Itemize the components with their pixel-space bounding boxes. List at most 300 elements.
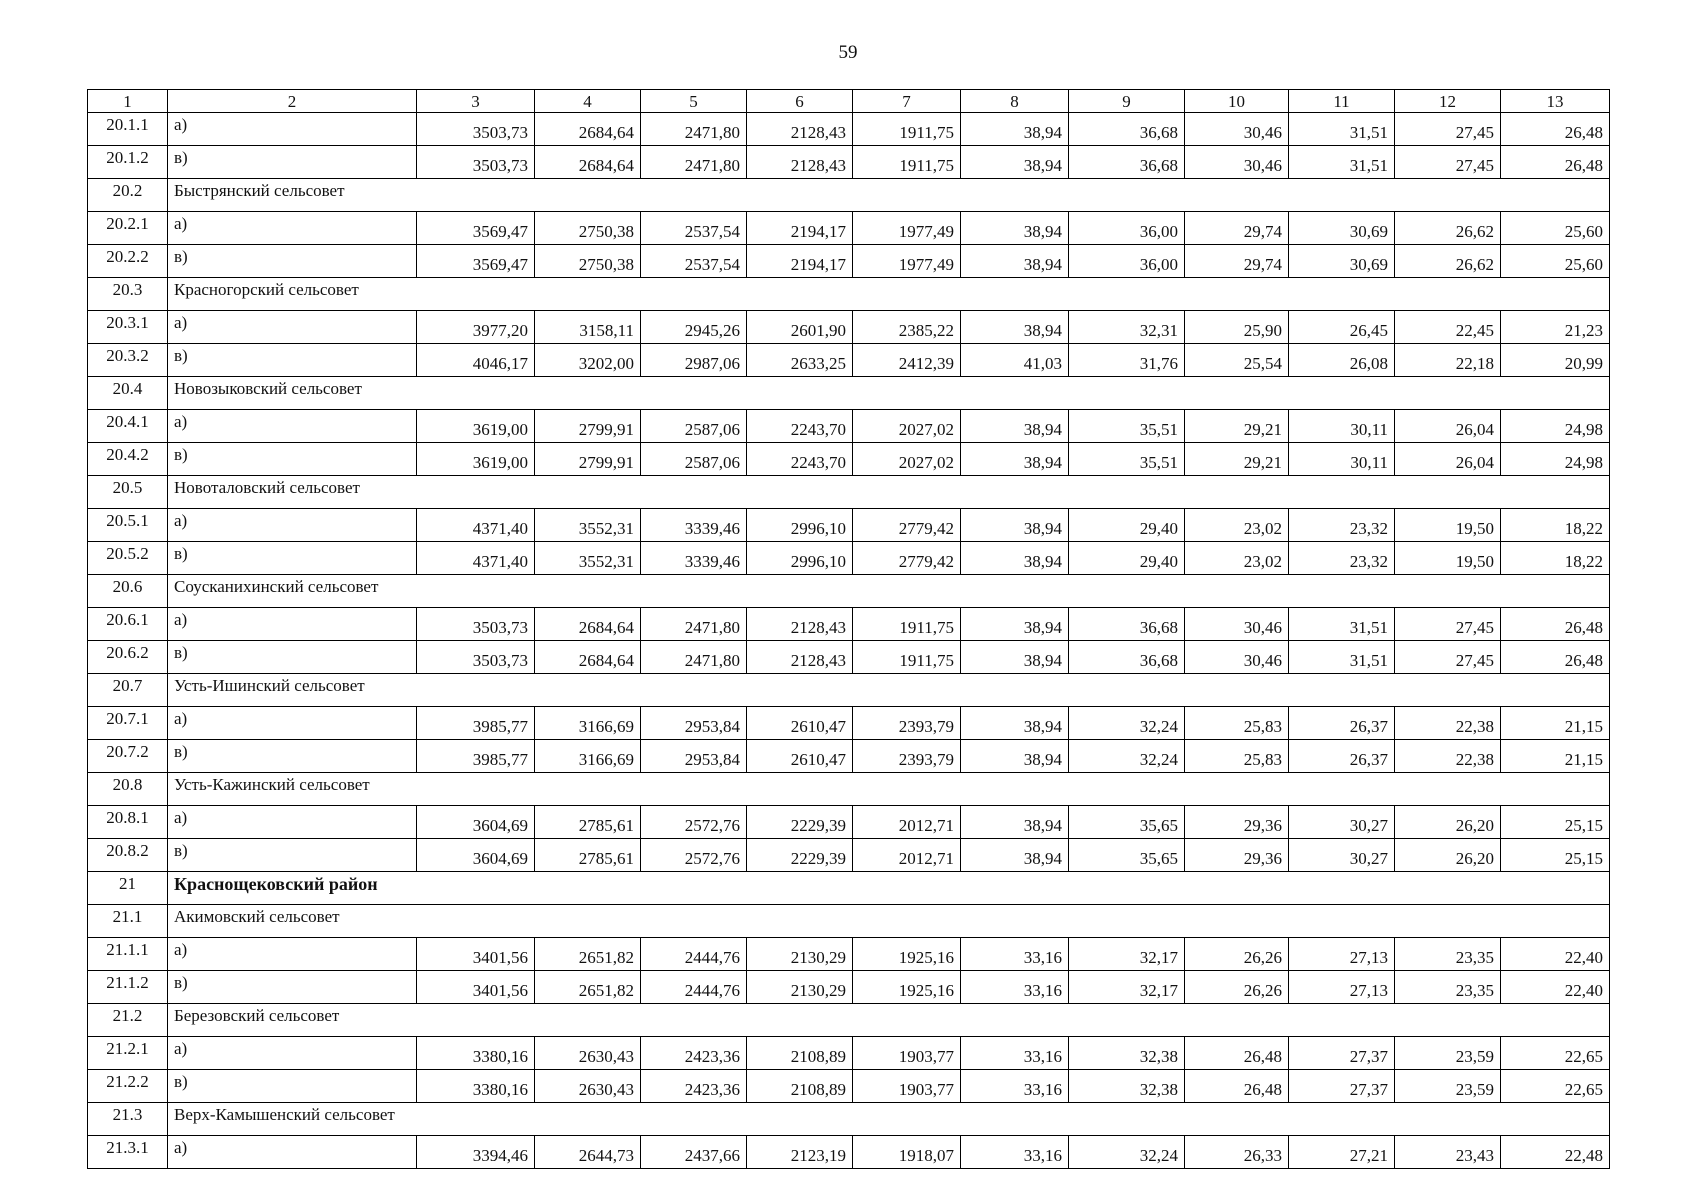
section-title: Усть-Ишинский сельсовет (168, 674, 1610, 707)
value-cell: 32,38 (1069, 1070, 1185, 1103)
value-cell: 1918,07 (853, 1136, 961, 1169)
value-cell: 2243,70 (747, 410, 853, 443)
value-cell: 23,02 (1185, 542, 1289, 575)
row-code: 21.1 (88, 905, 168, 938)
value-cell: 26,37 (1289, 707, 1395, 740)
value-cell: 19,50 (1395, 542, 1501, 575)
value-cell: 2012,71 (853, 806, 961, 839)
value-cell: 32,24 (1069, 1136, 1185, 1169)
value-cell: 2945,26 (641, 311, 747, 344)
value-cell: 2194,17 (747, 212, 853, 245)
row-code: 20.7.1 (88, 707, 168, 740)
row-label: в) (168, 641, 417, 674)
value-cell: 26,08 (1289, 344, 1395, 377)
value-cell: 2987,06 (641, 344, 747, 377)
value-cell: 3503,73 (417, 608, 535, 641)
row-code: 20.6.2 (88, 641, 168, 674)
table-row (88, 212, 1610, 245)
value-cell: 2610,47 (747, 707, 853, 740)
value-cell: 3985,77 (417, 740, 535, 773)
value-cell: 3619,00 (417, 443, 535, 476)
value-cell: 26,20 (1395, 839, 1501, 872)
value-cell: 38,94 (961, 608, 1069, 641)
row-code: 21.2.2 (88, 1070, 168, 1103)
row-label: а) (168, 938, 417, 971)
row-label: в) (168, 740, 417, 773)
value-cell: 27,45 (1395, 641, 1501, 674)
value-cell: 3401,56 (417, 938, 535, 971)
value-cell: 26,48 (1501, 608, 1610, 641)
row-label: а) (168, 410, 417, 443)
row-label: в) (168, 542, 417, 575)
value-cell: 29,74 (1185, 245, 1289, 278)
value-cell: 38,94 (961, 641, 1069, 674)
value-cell: 2799,91 (535, 410, 641, 443)
section-title: Верх-Камышенский сельсовет (168, 1103, 1610, 1136)
column-header: 7 (853, 90, 961, 113)
value-cell: 23,32 (1289, 542, 1395, 575)
value-cell: 30,69 (1289, 212, 1395, 245)
value-cell: 2953,84 (641, 707, 747, 740)
value-cell: 2953,84 (641, 740, 747, 773)
table-row (88, 443, 1610, 476)
value-cell: 35,51 (1069, 410, 1185, 443)
section-title: Новозыковский сельсовет (168, 377, 1610, 410)
table-row (88, 740, 1610, 773)
value-cell: 2471,80 (641, 113, 747, 146)
row-code: 20.4 (88, 377, 168, 410)
value-cell: 38,94 (961, 311, 1069, 344)
table-row (88, 410, 1610, 443)
value-cell: 27,21 (1289, 1136, 1395, 1169)
section-row (88, 1004, 1610, 1037)
value-cell: 2779,42 (853, 509, 961, 542)
table-row (88, 1037, 1610, 1070)
table-row (88, 1136, 1610, 1169)
row-code: 20.1.2 (88, 146, 168, 179)
value-cell: 2684,64 (535, 641, 641, 674)
row-code: 20.8 (88, 773, 168, 806)
value-cell: 3503,73 (417, 641, 535, 674)
table-row (88, 245, 1610, 278)
table-row (88, 509, 1610, 542)
value-cell: 2012,71 (853, 839, 961, 872)
value-cell: 30,11 (1289, 443, 1395, 476)
row-code: 21.1.1 (88, 938, 168, 971)
table-row (88, 971, 1610, 1004)
table-row (88, 938, 1610, 971)
row-code: 20.2.1 (88, 212, 168, 245)
table-row (88, 311, 1610, 344)
value-cell: 2572,76 (641, 806, 747, 839)
value-cell: 2630,43 (535, 1037, 641, 1070)
value-cell: 3166,69 (535, 707, 641, 740)
value-cell: 38,94 (961, 410, 1069, 443)
value-cell: 2229,39 (747, 806, 853, 839)
value-cell: 31,51 (1289, 113, 1395, 146)
value-cell: 26,26 (1185, 971, 1289, 1004)
value-cell: 26,04 (1395, 410, 1501, 443)
value-cell: 32,38 (1069, 1037, 1185, 1070)
table-row (88, 113, 1610, 146)
value-cell: 3380,16 (417, 1037, 535, 1070)
value-cell: 30,46 (1185, 608, 1289, 641)
value-cell: 4371,40 (417, 542, 535, 575)
value-cell: 2130,29 (747, 938, 853, 971)
value-cell: 2423,36 (641, 1037, 747, 1070)
value-cell: 38,94 (961, 509, 1069, 542)
value-cell: 26,37 (1289, 740, 1395, 773)
section-title: Новоталовский сельсовет (168, 476, 1610, 509)
value-cell: 33,16 (961, 1136, 1069, 1169)
value-cell: 38,94 (961, 839, 1069, 872)
row-code: 20.6.1 (88, 608, 168, 641)
value-cell: 3552,31 (535, 509, 641, 542)
value-cell: 23,59 (1395, 1037, 1501, 1070)
value-cell: 1925,16 (853, 938, 961, 971)
row-label: а) (168, 1136, 417, 1169)
table-row (88, 839, 1610, 872)
row-code: 21.2.1 (88, 1037, 168, 1070)
value-cell: 24,98 (1501, 443, 1610, 476)
value-cell: 31,76 (1069, 344, 1185, 377)
value-cell: 2437,66 (641, 1136, 747, 1169)
value-cell: 38,94 (961, 212, 1069, 245)
value-cell: 32,31 (1069, 311, 1185, 344)
value-cell: 2444,76 (641, 971, 747, 1004)
section-title: Усть-Кажинский сельсовет (168, 773, 1610, 806)
row-code: 20.5.1 (88, 509, 168, 542)
value-cell: 21,23 (1501, 311, 1610, 344)
value-cell: 25,60 (1501, 245, 1610, 278)
value-cell: 29,40 (1069, 509, 1185, 542)
value-cell: 30,27 (1289, 839, 1395, 872)
value-cell: 2471,80 (641, 608, 747, 641)
column-header: 11 (1289, 90, 1395, 113)
row-label: а) (168, 311, 417, 344)
value-cell: 3401,56 (417, 971, 535, 1004)
column-header: 8 (961, 90, 1069, 113)
page-number: 59 (838, 42, 858, 63)
row-code: 21.1.2 (88, 971, 168, 1004)
row-label: в) (168, 344, 417, 377)
row-code: 20.3.2 (88, 344, 168, 377)
value-cell: 2471,80 (641, 641, 747, 674)
value-cell: 2601,90 (747, 311, 853, 344)
value-cell: 22,40 (1501, 938, 1610, 971)
value-cell: 26,33 (1185, 1136, 1289, 1169)
value-cell: 26,20 (1395, 806, 1501, 839)
value-cell: 2393,79 (853, 740, 961, 773)
row-code: 20.3 (88, 278, 168, 311)
value-cell: 3339,46 (641, 542, 747, 575)
value-cell: 2610,47 (747, 740, 853, 773)
value-cell: 27,37 (1289, 1037, 1395, 1070)
value-cell: 2537,54 (641, 245, 747, 278)
value-cell: 3604,69 (417, 806, 535, 839)
value-cell: 2130,29 (747, 971, 853, 1004)
value-cell: 2684,64 (535, 608, 641, 641)
table-row (88, 806, 1610, 839)
value-cell: 29,36 (1185, 806, 1289, 839)
value-cell: 22,48 (1501, 1136, 1610, 1169)
row-code: 20.4.2 (88, 443, 168, 476)
value-cell: 26,48 (1185, 1037, 1289, 1070)
value-cell: 1903,77 (853, 1037, 961, 1070)
value-cell: 2785,61 (535, 806, 641, 839)
value-cell: 3503,73 (417, 146, 535, 179)
value-cell: 24,98 (1501, 410, 1610, 443)
value-cell: 22,38 (1395, 740, 1501, 773)
value-cell: 25,15 (1501, 806, 1610, 839)
value-cell: 2684,64 (535, 146, 641, 179)
value-cell: 38,94 (961, 542, 1069, 575)
row-label: а) (168, 806, 417, 839)
value-cell: 36,68 (1069, 641, 1185, 674)
value-cell: 33,16 (961, 1037, 1069, 1070)
value-cell: 32,17 (1069, 938, 1185, 971)
column-header: 3 (417, 90, 535, 113)
value-cell: 2537,54 (641, 212, 747, 245)
value-cell: 19,50 (1395, 509, 1501, 542)
value-cell: 27,45 (1395, 113, 1501, 146)
value-cell: 2423,36 (641, 1070, 747, 1103)
value-cell: 2385,22 (853, 311, 961, 344)
value-cell: 3604,69 (417, 839, 535, 872)
value-cell: 2108,89 (747, 1070, 853, 1103)
value-cell: 22,38 (1395, 707, 1501, 740)
row-code: 21.3.1 (88, 1136, 168, 1169)
row-label: в) (168, 1070, 417, 1103)
value-cell: 1977,49 (853, 212, 961, 245)
value-cell: 1911,75 (853, 641, 961, 674)
table-body (88, 90, 1610, 1169)
value-cell: 35,51 (1069, 443, 1185, 476)
value-cell: 2128,43 (747, 608, 853, 641)
row-code: 20.2 (88, 179, 168, 212)
value-cell: 1911,75 (853, 113, 961, 146)
value-cell: 31,51 (1289, 608, 1395, 641)
value-cell: 22,65 (1501, 1037, 1610, 1070)
value-cell: 23,59 (1395, 1070, 1501, 1103)
table-row (88, 608, 1610, 641)
value-cell: 32,24 (1069, 740, 1185, 773)
value-cell: 36,68 (1069, 146, 1185, 179)
row-code: 20.1.1 (88, 113, 168, 146)
value-cell: 27,37 (1289, 1070, 1395, 1103)
value-cell: 30,46 (1185, 146, 1289, 179)
value-cell: 25,54 (1185, 344, 1289, 377)
column-header: 5 (641, 90, 747, 113)
section-row (88, 476, 1610, 509)
section-title: Акимовский сельсовет (168, 905, 1610, 938)
row-code: 20.3.1 (88, 311, 168, 344)
value-cell: 27,45 (1395, 608, 1501, 641)
value-cell: 2750,38 (535, 212, 641, 245)
value-cell: 26,62 (1395, 212, 1501, 245)
value-cell: 30,69 (1289, 245, 1395, 278)
row-code: 20.2.2 (88, 245, 168, 278)
value-cell: 30,11 (1289, 410, 1395, 443)
value-cell: 38,94 (961, 806, 1069, 839)
table-row (88, 641, 1610, 674)
value-cell: 2123,19 (747, 1136, 853, 1169)
value-cell: 26,48 (1501, 641, 1610, 674)
value-cell: 2651,82 (535, 971, 641, 1004)
row-label: в) (168, 245, 417, 278)
value-cell: 2128,43 (747, 113, 853, 146)
data-table (87, 89, 1610, 1169)
value-cell: 26,62 (1395, 245, 1501, 278)
value-cell: 18,22 (1501, 509, 1610, 542)
value-cell: 23,35 (1395, 971, 1501, 1004)
section-title: Быстрянский сельсовет (168, 179, 1610, 212)
value-cell: 1925,16 (853, 971, 961, 1004)
value-cell: 2027,02 (853, 443, 961, 476)
value-cell: 26,26 (1185, 938, 1289, 971)
value-cell: 3380,16 (417, 1070, 535, 1103)
value-cell: 2393,79 (853, 707, 961, 740)
column-header: 12 (1395, 90, 1501, 113)
value-cell: 3985,77 (417, 707, 535, 740)
value-cell: 36,68 (1069, 608, 1185, 641)
row-label: а) (168, 707, 417, 740)
value-cell: 22,40 (1501, 971, 1610, 1004)
table-row (88, 542, 1610, 575)
value-cell: 32,17 (1069, 971, 1185, 1004)
value-cell: 2750,38 (535, 245, 641, 278)
value-cell: 36,00 (1069, 245, 1185, 278)
value-cell: 30,27 (1289, 806, 1395, 839)
row-code: 20.5 (88, 476, 168, 509)
value-cell: 2108,89 (747, 1037, 853, 1070)
table-row (88, 146, 1610, 179)
value-cell: 31,51 (1289, 641, 1395, 674)
row-code: 20.8.1 (88, 806, 168, 839)
value-cell: 2996,10 (747, 509, 853, 542)
value-cell: 25,83 (1185, 740, 1289, 773)
row-code: 20.4.1 (88, 410, 168, 443)
value-cell: 36,00 (1069, 212, 1185, 245)
value-cell: 26,48 (1185, 1070, 1289, 1103)
value-cell: 2128,43 (747, 641, 853, 674)
value-cell: 35,65 (1069, 806, 1185, 839)
value-cell: 2572,76 (641, 839, 747, 872)
value-cell: 3166,69 (535, 740, 641, 773)
value-cell: 2644,73 (535, 1136, 641, 1169)
value-cell: 25,90 (1185, 311, 1289, 344)
section-title: Соусканихинский сельсовет (168, 575, 1610, 608)
value-cell: 38,94 (961, 740, 1069, 773)
row-code: 20.7 (88, 674, 168, 707)
section-row (88, 377, 1610, 410)
row-label: в) (168, 839, 417, 872)
value-cell: 23,32 (1289, 509, 1395, 542)
value-cell: 3339,46 (641, 509, 747, 542)
value-cell: 2412,39 (853, 344, 961, 377)
row-label: а) (168, 212, 417, 245)
table-row (88, 707, 1610, 740)
value-cell: 27,13 (1289, 971, 1395, 1004)
value-cell: 2633,25 (747, 344, 853, 377)
value-cell: 2684,64 (535, 113, 641, 146)
value-cell: 4046,17 (417, 344, 535, 377)
value-cell: 3202,00 (535, 344, 641, 377)
value-cell: 22,18 (1395, 344, 1501, 377)
value-cell: 23,02 (1185, 509, 1289, 542)
section-row (88, 179, 1610, 212)
value-cell: 1977,49 (853, 245, 961, 278)
header-row (88, 90, 1610, 113)
row-code: 21 (88, 872, 168, 905)
column-header: 9 (1069, 90, 1185, 113)
row-code: 20.6 (88, 575, 168, 608)
row-code: 20.7.2 (88, 740, 168, 773)
section-row (88, 872, 1610, 905)
value-cell: 2229,39 (747, 839, 853, 872)
value-cell: 25,60 (1501, 212, 1610, 245)
value-cell: 2799,91 (535, 443, 641, 476)
value-cell: 38,94 (961, 245, 1069, 278)
value-cell: 29,21 (1185, 443, 1289, 476)
value-cell: 38,94 (961, 443, 1069, 476)
column-header: 2 (168, 90, 417, 113)
value-cell: 23,35 (1395, 938, 1501, 971)
value-cell: 2630,43 (535, 1070, 641, 1103)
value-cell: 2785,61 (535, 839, 641, 872)
value-cell: 26,45 (1289, 311, 1395, 344)
row-code: 20.8.2 (88, 839, 168, 872)
value-cell: 3977,20 (417, 311, 535, 344)
row-label: в) (168, 443, 417, 476)
value-cell: 31,51 (1289, 146, 1395, 179)
value-cell: 1911,75 (853, 608, 961, 641)
value-cell: 3394,46 (417, 1136, 535, 1169)
value-cell: 21,15 (1501, 740, 1610, 773)
value-cell: 26,48 (1501, 146, 1610, 179)
value-cell: 29,40 (1069, 542, 1185, 575)
value-cell: 26,48 (1501, 113, 1610, 146)
row-label: а) (168, 509, 417, 542)
value-cell: 21,15 (1501, 707, 1610, 740)
value-cell: 30,46 (1185, 641, 1289, 674)
value-cell: 3158,11 (535, 311, 641, 344)
column-header: 10 (1185, 90, 1289, 113)
table-row (88, 1070, 1610, 1103)
value-cell: 27,45 (1395, 146, 1501, 179)
column-header: 13 (1501, 90, 1610, 113)
column-header: 4 (535, 90, 641, 113)
value-cell: 29,74 (1185, 212, 1289, 245)
section-row (88, 773, 1610, 806)
value-cell: 25,83 (1185, 707, 1289, 740)
section-row (88, 1103, 1610, 1136)
value-cell: 2243,70 (747, 443, 853, 476)
value-cell: 38,94 (961, 113, 1069, 146)
value-cell: 2128,43 (747, 146, 853, 179)
value-cell: 22,65 (1501, 1070, 1610, 1103)
value-cell: 33,16 (961, 938, 1069, 971)
row-label: в) (168, 971, 417, 1004)
section-row (88, 575, 1610, 608)
value-cell: 23,43 (1395, 1136, 1501, 1169)
column-header: 6 (747, 90, 853, 113)
value-cell: 22,45 (1395, 311, 1501, 344)
value-cell: 3569,47 (417, 212, 535, 245)
value-cell: 3619,00 (417, 410, 535, 443)
value-cell: 3569,47 (417, 245, 535, 278)
value-cell: 20,99 (1501, 344, 1610, 377)
